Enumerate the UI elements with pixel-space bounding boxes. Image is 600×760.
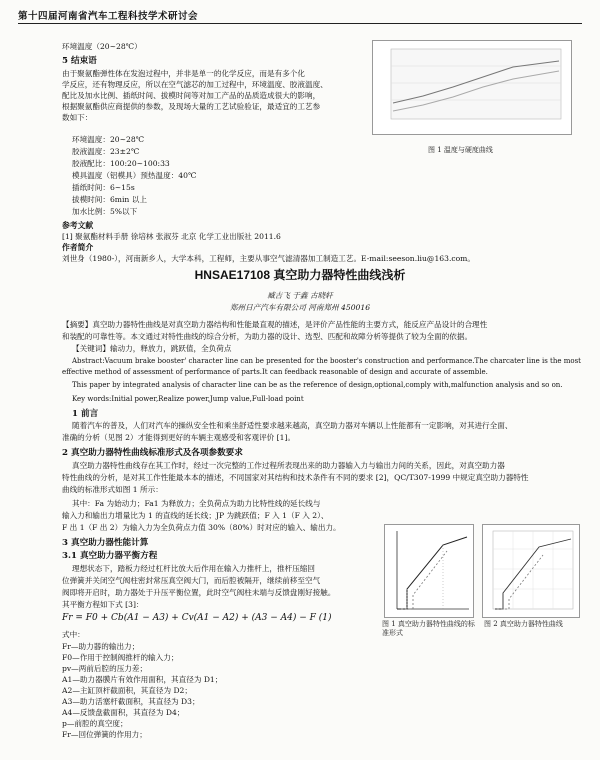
text-line: 由于聚氨酯弹性体在发泡过程中，并非是单一的化学反应，而是有多个化 <box>62 69 305 78</box>
figure-caption: 图 2 真空助力器特性曲线 <box>484 620 563 628</box>
temp-hardness-figure <box>372 40 572 135</box>
abstract-cn-line: 和装配的可靠性等。本文通过对特性曲线的综合分析，为助力器的设计、选型、匹配和故障分析等提供了较为全面的依据。 <box>62 332 473 341</box>
text-line: F 出 1（F 出 2）为输入力为全负荷点力值 30%（80%）时对应的输入、输出力。 <box>62 523 341 532</box>
author-bio: 刘世身（1980-），河南新乡人，大学本科，工程师，主要从事空气滤清器加工制造工艺。E-mail:seeson.liu@163.com。 <box>62 254 475 263</box>
text-line: 理想状态下，踏板力经过杠杆比放大后作用在输入力推杆上，推杆压缩回 <box>72 564 315 573</box>
author-title: 作者简介 <box>62 243 94 252</box>
text-line: 输入力和输出力增量比为 1 的直线的延长线；JP 为跳跃值；F 入 1（F 入 2）、 <box>62 511 329 520</box>
abstract-cn-line: 【摘要】真空助力器特性曲线是对真空助力器结构和性能最直观的描述，是评价产品性能的主要方式，能反应产品设计的合理性 <box>62 320 488 329</box>
section-5-body <box>62 68 372 123</box>
variable-item: A1—助力器膜片有效作用面积，其直径为 D1； <box>62 675 223 684</box>
variable-item: Fr—回位弹簧的作用力； <box>62 730 147 739</box>
text-line: 位弹簧并关闭空气阀柱密封常压真空阀大门，而后腔被隔开，继续前移至空气 <box>62 576 321 585</box>
keywords-cn: 【关键词】输动力，释放力，跳跃值，全负荷点 <box>72 344 232 353</box>
process-params <box>72 134 196 218</box>
variable-item: pv—两前后腔的压力差； <box>62 664 148 673</box>
param-item: 加水比例：5%以下 <box>72 207 138 216</box>
text-line: 根据聚氨酯供应商提供的参数，及现场大量的工艺试验验证，最适宜的工艺参 <box>62 102 321 111</box>
text-line: 配比及加水比例、插纸时间、拔模时间等对加工产品的品质造成很大的影响， <box>62 91 321 100</box>
section-3-1-title: 3.1 真空助力器平衡方程 <box>62 551 158 561</box>
section-1-title: 1 前言 <box>72 409 99 419</box>
variable-item: A4—反馈盘截面积，其直径为 D4； <box>62 708 185 717</box>
header-rule <box>18 23 582 24</box>
curve-line <box>397 537 467 609</box>
paper-authors: 臧吉飞 于鑫 古晓轩 <box>267 291 333 300</box>
env-temp-line: 环境温度（20~28℃） <box>62 42 142 51</box>
temp-hardness-chart <box>373 41 571 134</box>
variable-item: A3—助力活塞杆截面积，其直径为 D3； <box>62 697 200 706</box>
section-2-title: 2 真空助力器特性曲线标准形式及各项参数要求 <box>62 448 243 458</box>
text-line: 阀即将开启时，助力器处于升压平衡位置，此时空气阀柱未端与反馈盘刚好接触。 <box>62 588 336 597</box>
figure-caption: 图 1 温度与硬度曲线 <box>428 146 493 154</box>
release-curve <box>401 551 447 609</box>
references-title: 参考文献 <box>62 221 94 230</box>
abstract-en-line: This paper by integrated analysis of character line can be as the reference of design,optional,comply with,malfunction analysis and so on. <box>72 381 563 389</box>
abstract-en-line: effective method of assessment of performance of parts.It can feedback reasonable of design and accurate of assemble. <box>62 368 488 376</box>
text-line: 其中：Fa 为始动力；Fa1 为释放力；全负荷点为助力比特性线的延长线与 <box>72 499 321 508</box>
variable-item: p—前腔的真空度； <box>62 719 128 728</box>
paper-title: HNSAE17108 真空助力器特性曲线浅析 <box>194 268 406 282</box>
reference-item: [1] 聚氨酯材料手册 徐培林 张淑芬 北京 化学工业出版社 2011.6 <box>62 232 281 241</box>
standard-curve-figure <box>384 524 474 618</box>
variable-item: Fr—助力器的输出力； <box>62 642 140 651</box>
variable-item: F0—作用于控制阀推杆的输入力； <box>62 653 179 662</box>
text-line: 随着汽车的普及，人们对汽车的操纵安全性和乘坐舒适性要求越来越高，真空助力器对车辆以上性能都有一定影响，对其进行全面、 <box>72 421 513 430</box>
journal-header: 第十四届河南省汽车工程科技学术研讨会 <box>18 11 199 22</box>
param-item: 插纸时间：6~15s <box>72 183 135 192</box>
section-5-title: 5 结束语 <box>62 56 97 66</box>
equation-1: Fr = F0 + Cb(A1 − A3) + Cv(A1 − A2) + (A3 − A4) − F (1) <box>62 613 332 623</box>
text-line: 数如下： <box>62 113 93 122</box>
text-line: 学反应，还有物理反应，所以在空气滤芯的加工过程中，环境温度、胶液温度、 <box>62 80 328 89</box>
variable-item: A2—主缸顶杆截面积，其直径为 D2； <box>62 686 192 695</box>
characteristic-curve-chart <box>483 525 579 617</box>
text-line: 准确的分析（见图 2）才能得到更好的车辆主观感受和客观评价 [1]。 <box>62 433 296 442</box>
paper-affiliation: 郑州日产汽车有限公司 河南郑州 450016 <box>229 303 371 312</box>
param-item: 环境温度：20~28℃ <box>72 135 145 144</box>
param-item: 胶液温度：23±2℃ <box>72 147 140 156</box>
plot-area <box>391 49 561 119</box>
standard-curve-chart <box>385 525 473 617</box>
param-item: 拔模时间：6min 以上 <box>72 195 147 204</box>
keywords-en: Key words:Initial power,Realize power,Jump value,Full-load point <box>72 395 304 403</box>
text-line: 特性曲线的分析，是对其工作性能最本本的描述，不同国家对其结构和技术条件有不同的要求 [2]，QC/T307-1999 中规定真空助力器特性 <box>62 473 529 482</box>
text-line: 曲线的标准形式如图 1 所示： <box>62 485 163 494</box>
abstract-en-line: Abstract:Vacuum brake booster' character line can be presented for the booster's construction and performance.The charcater line is the most <box>72 357 581 365</box>
figure-caption: 图 1 真空助力器特性曲线的标准形式 <box>382 620 475 637</box>
variable-list <box>62 641 222 740</box>
text-line: 其平衡方程如下式 [3]： <box>62 600 144 609</box>
equation-lead: 式中： <box>62 630 85 639</box>
param-item: 模具温度（铝模具）预热温度：40℃ <box>72 171 197 180</box>
section-3-title: 3 真空助力器性能计算 <box>62 538 149 548</box>
text-line: 真空助力器特性曲线存在其工作时，经过一次完整的工作过程所表现出来的助力器输入力与输出力间的关系，因此，对真空助力器 <box>72 461 505 470</box>
param-item: 胶液配比：100:20~100:33 <box>72 159 170 168</box>
characteristic-curve-figure <box>482 524 580 618</box>
